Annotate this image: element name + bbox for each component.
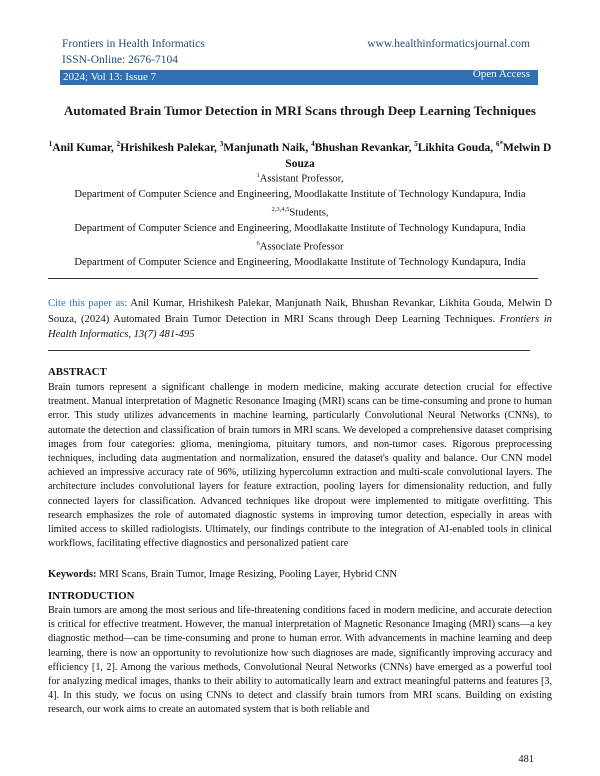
affiliation-text: Department of Computer Science and Engineering, Moodlakatte Institute of Technology Kundapura, India: [74, 188, 526, 200]
keywords: [48, 569, 397, 580]
author-sup: 2: [116, 140, 121, 148]
paper-title: Automated Brain Tumor Detection in MRI Scans through Deep Learning Techniques: [64, 103, 536, 118]
affiliation-line: [40, 202, 560, 221]
author-name: Bhushan Revankar,: [314, 141, 415, 154]
affiliations: [40, 168, 560, 270]
issn: ISSN-Online: 2676-7104: [62, 54, 178, 66]
citation-block: [48, 296, 552, 343]
affiliation-text: Department of Computer Science and Engineering, Moodlakatte Institute of Technology Kundapura, India: [74, 257, 526, 269]
keywords-text: MRI Scans, Brain Tumor, Image Resizing, Pooling Layer, Hybrid CNN: [96, 569, 397, 580]
journal-header: [62, 36, 205, 68]
author-name: Likhita Gouda,: [417, 141, 497, 154]
affiliation-line: [40, 255, 560, 270]
author-list: [40, 136, 560, 172]
author-sup: 3: [219, 140, 224, 148]
author-name: Melwin D Souza: [285, 141, 552, 170]
author-name: Manjunath Naik,: [223, 141, 312, 154]
open-access-label: Open Access: [472, 68, 530, 80]
affiliation-sup: 1: [256, 172, 260, 179]
journal-name: Frontiers in Health Informatics: [62, 38, 205, 50]
author-sup: 5: [414, 140, 418, 148]
affiliation-text: Associate Professor: [259, 241, 344, 253]
journal-url-link[interactable]: www.healthinformaticsjournal.com: [367, 38, 530, 50]
author-sup: 6*: [496, 140, 504, 148]
author-name: Hrishikesh Palekar,: [120, 141, 220, 154]
affiliation-line: [40, 221, 560, 236]
volume-issue-band: [60, 70, 538, 85]
affiliation-text: Assistant Professor,: [259, 173, 344, 185]
divider: [48, 350, 530, 351]
abstract-heading: ABSTRACT: [48, 366, 107, 378]
introduction-body: Brain tumors are among the most serious and life-threatening conditions faced in modern medicine, and accurate detection is critical for effective treatment. However, the manual interpretation of Magnetic Resonance Imaging (MRI) scans—a key diagnostic method—can be time-consuming and prone to human error. With advancements in machine learning and deep learning, there is now an opportunity to revolutionize how such diagnoses are made, significantly improving accuracy and efficiency [1, 2]. Among the various methods, Convolutional Neural Networks (CNNs) have emerged as a powerful tool for analyzing medical images, thanks to their ability to automatically learn and extract meaningful patterns and features [3, 4]. In this study, we focus on using CNNs to detect and classify brain tumors from MRI scans. Building on existing research, our work aims to create an automated system that is both reliable and: [48, 605, 552, 716]
keywords-label: Keywords:: [48, 569, 97, 580]
abstract-body: Brain tumors represent a significant challenge in modern medicine, making accurate detection crucial for effective treatment. Manual interpretation of Magnetic Resonance Imaging (MRI) scans can be time-consuming and prone to human error. This study utilizes advancements in machine learning, particularly Convolutional Neural Networks (CNNs), to automate the detection and classification of brain tumors in MRI scans. We developed a comprehensive dataset comprising images from four categories: glioma, meningioma, pituitary tumors, and non-tumor cases. Rigorous preprocessing techniques, including data augmentation and normalization, ensured the dataset's quality and balance. Our CNN model achieved an impressive accuracy rate of 96%, utilizing hypercolumn extraction and multi-scale convolutional layers. The architecture includes convolutional layers for feature extraction, pooling layers for dimensionality reduction, and fully connected layers for classification. Advanced techniques like dropout were implemented to mitigate overfitting. This research emphasizes the role of automated diagnostic systems in improving tumor detection, especially in areas with limited access to skilled radiologists. Ultimately, our findings contribute to the integration of AI-enabled tools in clinical workflows, facilitating effective diagnostics and personalized patient care: [48, 382, 552, 550]
affiliation-text: Students,: [289, 207, 329, 219]
affiliation-text: Department of Computer Science and Engineering, Moodlakatte Institute of Technology Kundapura, India: [74, 222, 526, 234]
author-sup: 1: [48, 140, 53, 148]
citation-label: Cite this paper as:: [48, 298, 128, 309]
introduction-heading: INTRODUCTION: [48, 590, 135, 602]
divider: [48, 278, 538, 279]
author-name: Anil Kumar,: [52, 141, 117, 154]
citation-journal-ref: Frontiers in Health Informatics, 13(7) 481-495: [48, 313, 552, 340]
affiliation-line: [40, 168, 560, 187]
citation-text: Anil Kumar, Hrishikesh Palekar, Manjunath Naik, Bhushan Revankar, Likhita Gouda, Melwin D Souza, (2024) Automated Brain Tumor Detection in MRI Scans through Deep Learning Techniques.: [48, 298, 552, 325]
affiliation-sup: 6: [256, 240, 260, 248]
author-sup: 4: [311, 140, 315, 148]
volume-issue: 2024; Vol 13: Issue 7: [63, 71, 157, 83]
affiliation-sup: 2,3,4,5: [271, 206, 290, 214]
page-number: 481: [518, 754, 534, 765]
affiliation-line: [40, 187, 560, 202]
affiliation-line: [40, 236, 560, 255]
